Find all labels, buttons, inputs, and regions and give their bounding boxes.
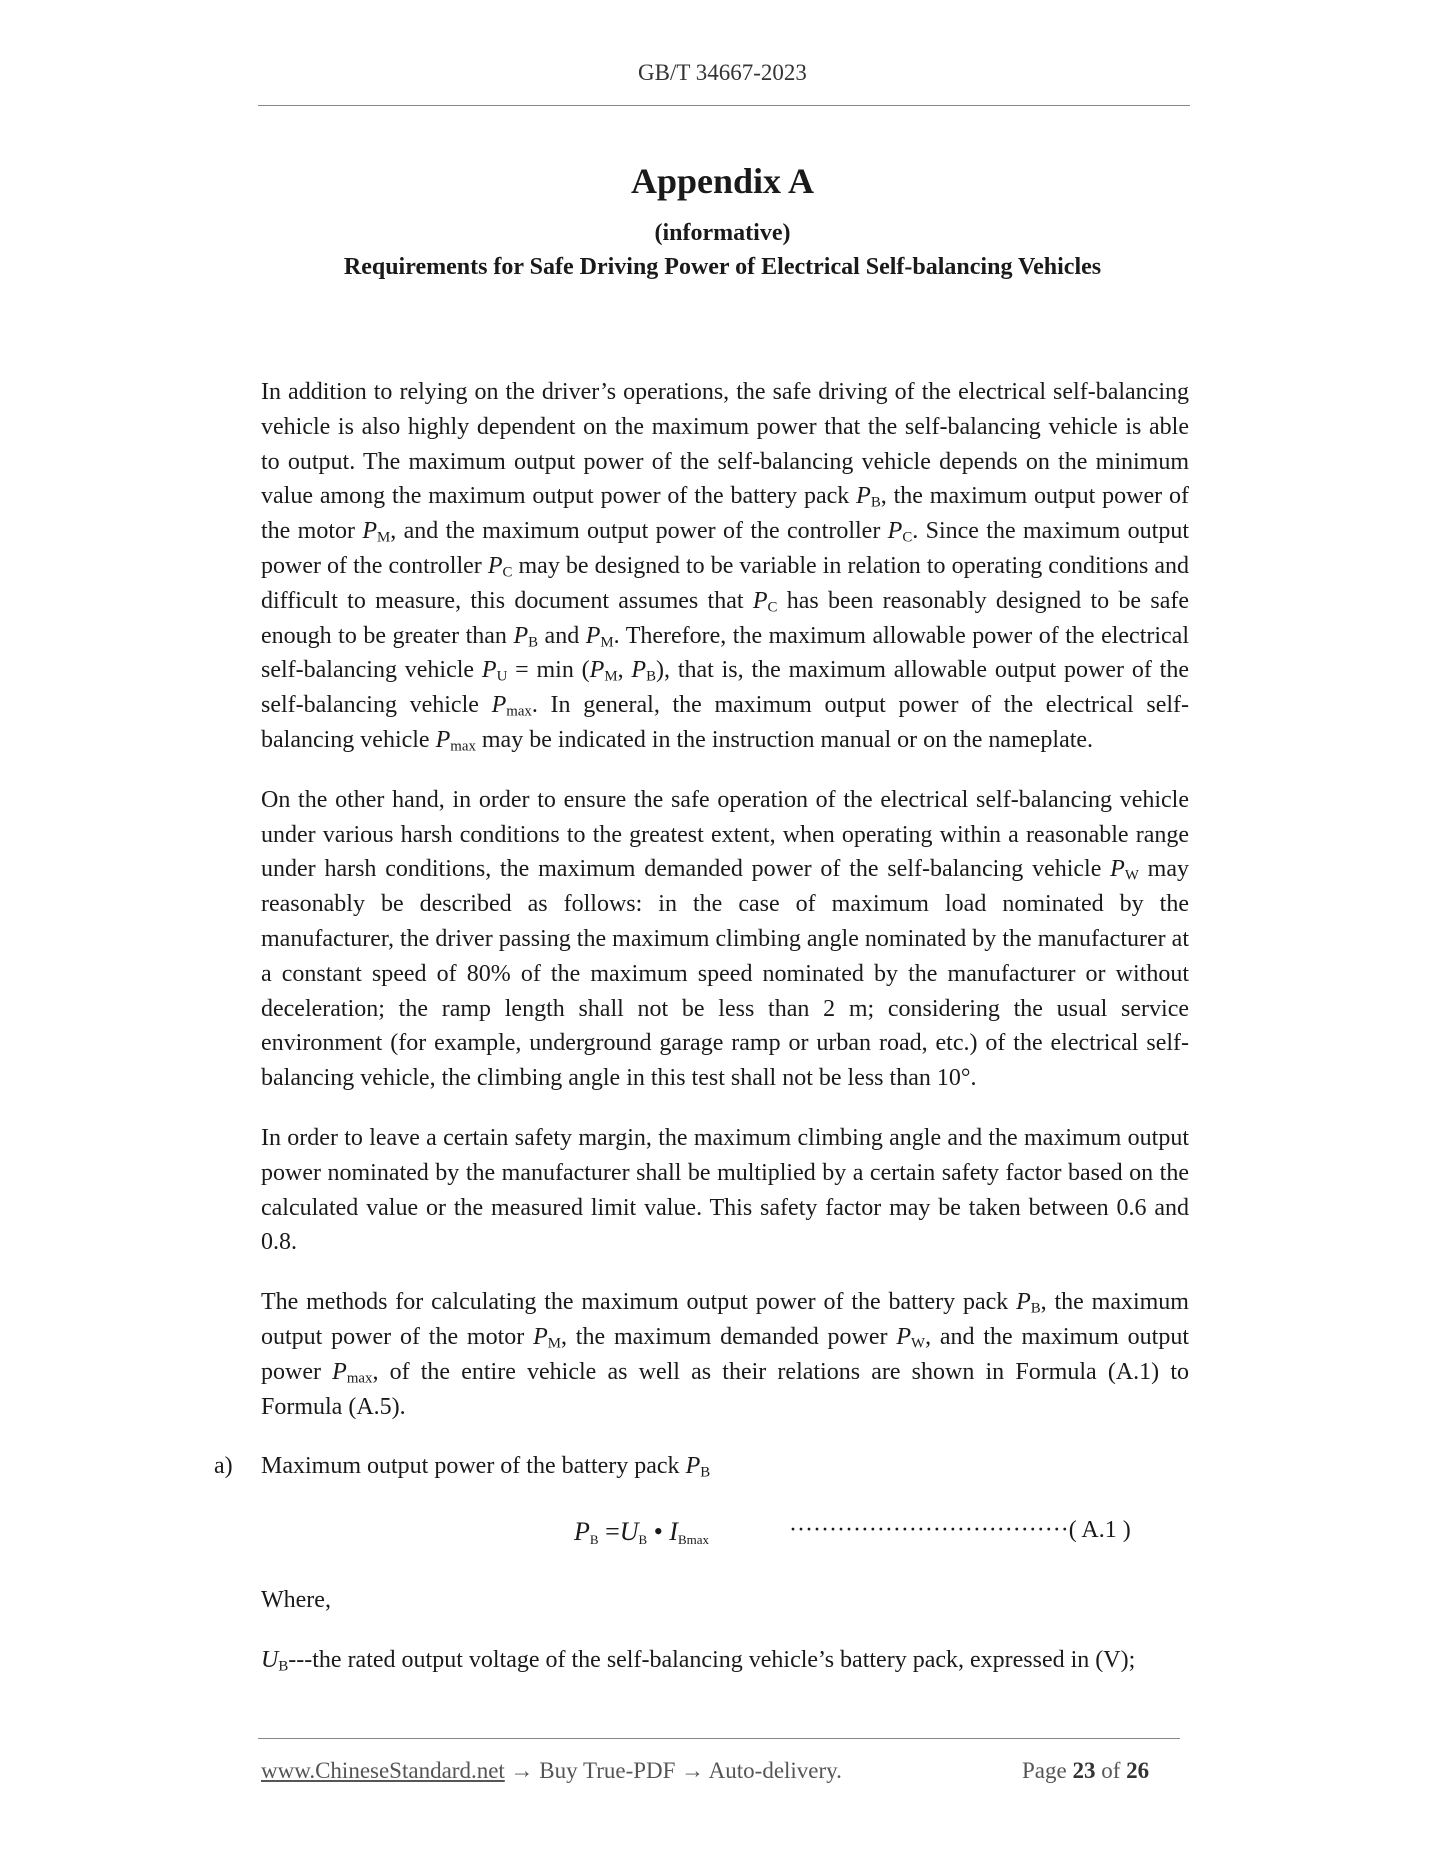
paragraph-4: The methods for calculating the maximum output power of the battery pack $P_B$, the maximum output power of the motor $P_M$, the maximum demanded power $P_W$, and the maximum output power $P_{max}$, of the entire vehicle as well as their relations are shown in Formula (A.1) to Formula (A.5).	[261, 1289, 1190, 1420]
footer-divider	[258, 1738, 1180, 1739]
appendix-heading: Requirements for Safe Driving Power of Electrical Self-balancing Vehicles	[343, 254, 1102, 280]
where-label: Where,	[261, 1587, 331, 1614]
footer-promo: www.ChineseStandard.net → Buy True-PDF → Auto-delivery.	[261, 1758, 842, 1783]
formula-a1	[261, 1509, 1189, 1559]
definition-ub: $U_B--$-the rated output voltage of the self-balancing vehicle’s battery pack, expressed in (V);	[261, 1646, 1136, 1675]
formula-a1-number: ( A.1 )	[1068, 1517, 1131, 1544]
paragraph-3: In order to leave a certain safety margin, the maximum climbing angle and the maximum output power nominated by the manufacturer shall be multiplied by a certain safety factor based on the calculated value or the measured limit value. This safety factor may be taken between 0.6 and 0.8.	[261, 1124, 1189, 1256]
formula-a1-expression: PB =UB • IBmax	[574, 1517, 710, 1548]
website-link[interactable]: www.ChineseStandard.net	[261, 1758, 505, 1783]
header-divider	[258, 105, 1190, 106]
appendix-subtitle: (informative)	[654, 220, 791, 246]
paragraph-1: In addition to relying on the driver’s operations, the safe driving of the electrical self-balancing vehicle is also highly dependent on the maximum power that the self-balancing vehicle is able to output. The maximum output power of the self-balancing vehicle depends on the minimum value among the maximum output power of the battery pack $P_B$, the maximum output power of the motor $P_M$, and the maximum output power of the controller $P_C$. Since the maximum output power of the controller $P_C$ may be designed to be variable in relation to operating conditions and difficult to measure, this document assumes that $P_C$ has been reasonably designed to be safe enough to be greater than $P_B$ and $P_M$. Therefore, the maximum allowable power of the electrical self-balancing vehicle $P_U = \min (P_M$, $P_B$), that is, the maximum allowable output power of the self-balancing vehicle $P_{max}$. In general, the maximum output power of the electrical self-balancing vehicle $P_{max}$ may be indicated in the instruction manual or on the nameplate.	[261, 379, 1190, 755]
document-number-header: GB/T 34667-2023	[638, 60, 807, 85]
list-item-a: a) Maximum output power of the battery pack $P_B$	[261, 1449, 1189, 1484]
document-body	[214, 375, 1190, 1703]
page-indicator: Page 23 of 26	[1022, 1758, 1150, 1783]
page-number: 23	[1072, 1758, 1096, 1783]
paragraph-2: On the other hand, in order to ensure the safe operation of the electrical self-balancing vehicle under various harsh conditions to the greatest extent, when operating within a reasonable range under harsh conditions, the maximum demanded power of the self-balancing vehicle $P_W$ may reasonably be described as follows: in the case of maximum load nominated by the manufacturer, the driver passing the maximum climbing angle nominated by the manufacturer at a constant speed of 80% of the maximum speed nominated by the manufacturer or without deceleration; the ramp length shall not be less than 2 m; considering the usual service environment (for example, underground garage ramp or urban road, etc.) of the electrical self-balancing vehicle, the climbing angle in this test shall not be less than 10°.	[261, 786, 1189, 1092]
appendix-title: Appendix A	[630, 161, 815, 201]
page-total: 26	[1126, 1758, 1150, 1783]
formula-a1-leader: ···································( A.1 )	[789, 1517, 1131, 1544]
list-item-label: a)	[214, 1453, 233, 1480]
